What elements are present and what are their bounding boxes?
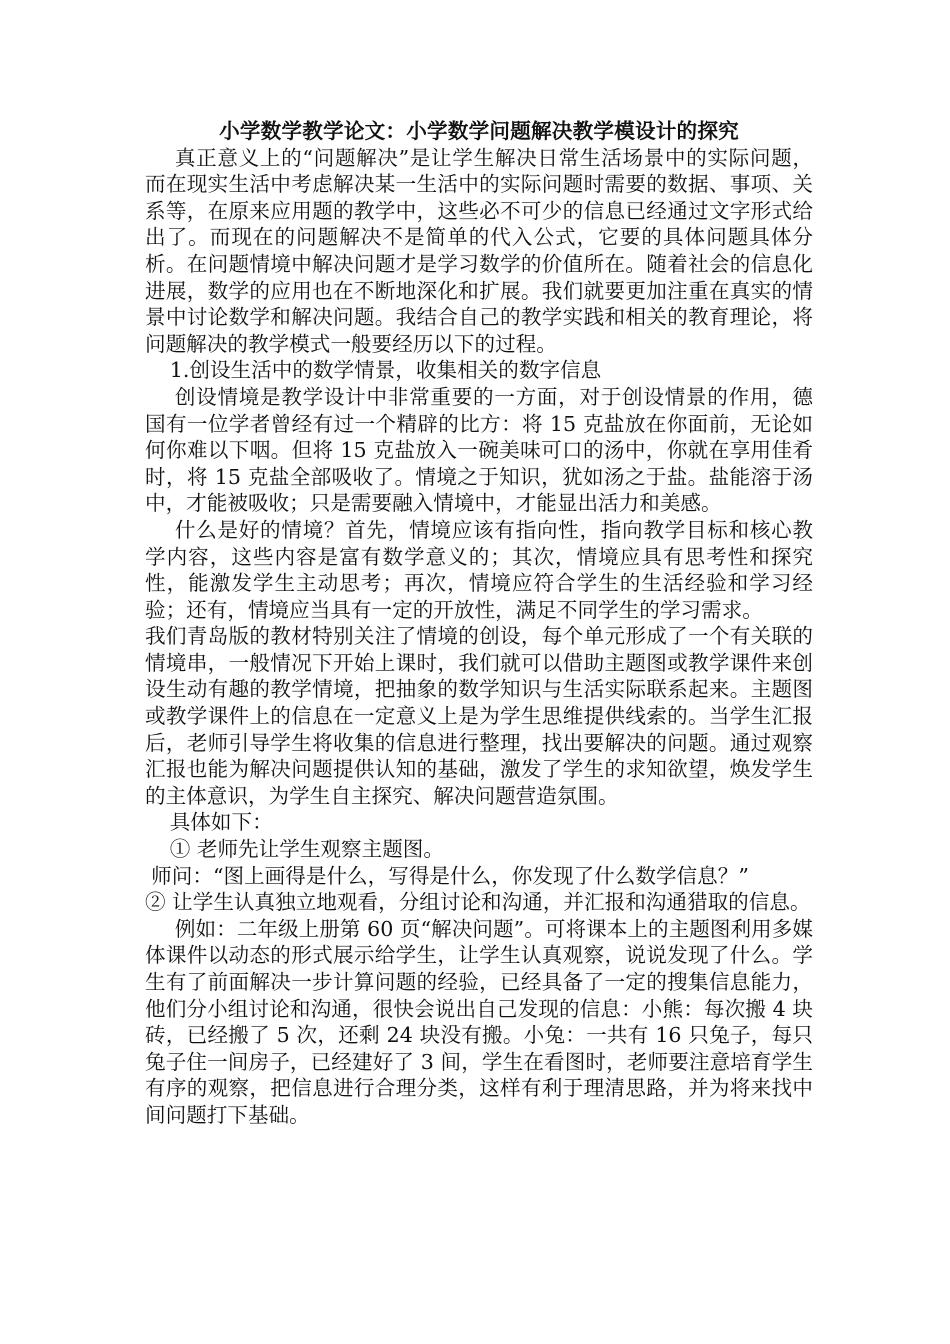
paragraph-situation-salt: 创设情境是教学设计中非常重要的一方面，对于创设情景的作用，德国有一位学者曾经有过一个精辟的比方：将 15 克盐放在你面前，无论如何你难以下咽。但将 15 克盐放入一碗美味可口的汤中，你就在享用佳肴时，将 15 克盐全部吸收了。情境之于知识，犹如汤之于盐。盐能溶于汤中，才能被吸收；只是需要融入情境中，才能显出活力和美感。 — [145, 384, 813, 516]
document-title: 小学数学教学论文：小学数学问题解决教学模设计的探究 — [219, 119, 739, 143]
paragraph-good-situation: 什么是好的情境？首先，情境应该有指向性，指向教学目标和核心教学内容，这些内容是富有数学意义的；其次，情境应具有思考性和探究性，能激发学生主动思考；再次，情境应符合学生的生活经验和学习经验；还有，情境应当具有一定的开放性，满足不同学生的学习需求。 — [145, 517, 813, 622]
section-heading-1: 1.创设生活中的数学情景，收集相关的数字信息 — [169, 358, 602, 383]
list-item-observe: ① 老师先让学生观察主题图。 — [169, 837, 444, 862]
paragraph-example: 例如：二年级上册第 60 页“解决问题”。可将课本上的主题图利用多媒体课件以动态的形式展示给学生，让学生认真观察，说说发现了什么。学生有了前面解决一步计算问题的经验，已经具备了一定的搜集信息能力，他们分小组讨论和沟通，很快会说出自己发现的信息：小熊：每次搬 4 块砖，已经搬了 5 次，还剩 24 块没有搬。小兔：一共有 16 只兔子，每只兔子住一间房子，已经建好了 3 间，学生在看图时，老师要注意培育学生有序的观察，把信息进行合理分类，这样有利于理清思路，并为将来找中间问题打下基础。 — [145, 916, 813, 1127]
paragraph-qingdao-textbook: 我们青岛版的教材特别关注了情境的创设，每个单元形成了一个有关联的情境串，一般情况下开始上课时，我们就可以借助主题图或教学课件来创设生动有趣的教学情境，把抽象的数学知识与生活实际联系起来。主题图或教学课件上的信息在一定意义上是为学生思维提供线索的。当学生汇报后，老师引导学生将收集的信息进行整理，找出要解决的问题。通过观察汇报也能为解决问题提供认知的基础，激发了学生的求知欲望，焕发学生的主体意识，为学生自主探究、解决问题营造氛围。 — [145, 624, 813, 808]
list-item-discuss: ② 让学生认真独立地观看，分组讨论和沟通，并汇报和沟通猎取的信息。 — [145, 890, 811, 915]
paragraph-details-heading: 具体如下： — [169, 810, 273, 835]
paragraph-teacher-question: 师问：“图上画得是什么，写得是什么，你发现了什么数学信息？” — [151, 863, 749, 888]
paragraph-intro: 真正意义上的“问题解决”是让学生解决日常生活场景中的实际问题，而在现实生活中考虑解决某一生活中的实际问题时需要的数据、事项、关系等，在原来应用题的教学中，这些必不可少的信息已经通过文字形式给出了。而现在的问题解决不是简单的代入公式，它要的具体问题具体分析。在问题情境中解决问题才是学习数学的价值所在。随着社会的信息化进展，数学的应用也在不断地深化和扩展。我们就要更加注重在真实的情景中讨论数学和解决问题。我结合自己的教学实践和相关的教育理论，将问题解决的教学模式一般要经历以下的过程。 — [145, 145, 813, 356]
document-page — [145, 118, 813, 1129]
